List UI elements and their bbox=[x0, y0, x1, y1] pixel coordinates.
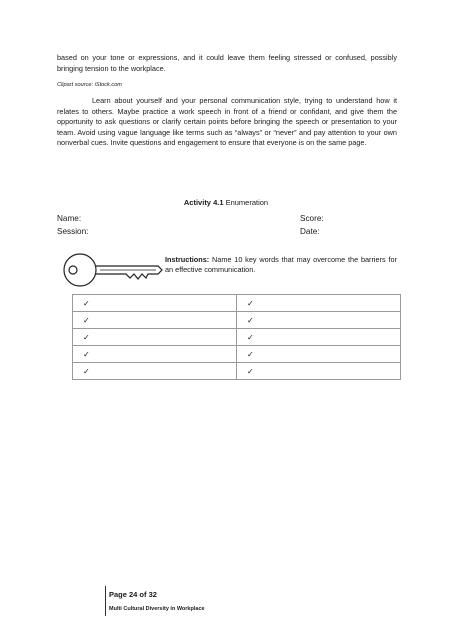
paragraph-2: Learn about yourself and your personal communication style, trying to understand how it relates to others. Maybe practice a work speech in front of a friend or confidant, and give them the opportunity to ask questions or clarify certain points before bringing the speech or presentation to your team. Avoid using vague language like terms such as “always” or “never” and pay attention to your own nonverbal cues. Invite questions and engagement to ensure that everyone is on the same page. bbox=[57, 96, 397, 148]
checkmark-icon: ✓ bbox=[83, 349, 90, 359]
keyword-cell-6[interactable] bbox=[237, 329, 401, 346]
keyword-cell-4[interactable] bbox=[237, 312, 401, 329]
checkmark-icon: ✓ bbox=[83, 298, 90, 308]
keyword-cell-2[interactable] bbox=[237, 295, 401, 312]
keyword-cell-9[interactable] bbox=[73, 363, 237, 380]
table-row bbox=[73, 312, 401, 329]
activity-name: Enumeration bbox=[223, 198, 269, 207]
activity-number: Activity 4.1 bbox=[183, 198, 224, 207]
session-label: Session: bbox=[57, 227, 89, 236]
checkmark-icon: ✓ bbox=[247, 315, 254, 325]
keywords-table bbox=[72, 294, 401, 380]
keyword-cell-3[interactable] bbox=[73, 312, 237, 329]
activity-title bbox=[0, 198, 452, 207]
name-label: Name: bbox=[57, 214, 82, 223]
keyword-cell-7[interactable] bbox=[73, 346, 237, 363]
checkmark-icon: ✓ bbox=[247, 366, 254, 376]
keyword-cell-5[interactable] bbox=[73, 329, 237, 346]
checkmark-icon: ✓ bbox=[247, 349, 254, 359]
checkmark-icon: ✓ bbox=[83, 332, 90, 342]
keyword-cell-1[interactable] bbox=[73, 295, 237, 312]
keyword-cell-8[interactable] bbox=[237, 346, 401, 363]
checkmark-icon: ✓ bbox=[83, 315, 90, 325]
instructions bbox=[165, 255, 397, 275]
footer-title: Multi Cultural Diversity in Workplace bbox=[109, 606, 205, 612]
paragraph-1: based on your tone or expressions, and it could leave them feeling stressed or confused, possibly bringing tension to the workplace. bbox=[57, 53, 397, 73]
checkmark-icon: ✓ bbox=[247, 332, 254, 342]
instructions-text: Name 10 key words that may overcome the barriers for an effective communication. bbox=[165, 255, 397, 275]
clipart-credit: Clipart source: iStock.com bbox=[57, 82, 122, 88]
keyword-cell-10[interactable] bbox=[237, 363, 401, 380]
instructions-label: Instructions: bbox=[165, 255, 210, 264]
checkmark-icon: ✓ bbox=[247, 298, 254, 308]
table-row bbox=[73, 295, 401, 312]
date-label: Date: bbox=[300, 227, 320, 236]
score-label: Score: bbox=[300, 214, 324, 223]
footer-divider bbox=[105, 586, 106, 616]
table-row bbox=[73, 329, 401, 346]
page-number: Page 24 of 32 bbox=[109, 590, 157, 599]
table-row bbox=[73, 346, 401, 363]
key-icon bbox=[60, 250, 164, 290]
table-row bbox=[73, 363, 401, 380]
checkmark-icon: ✓ bbox=[83, 366, 90, 376]
